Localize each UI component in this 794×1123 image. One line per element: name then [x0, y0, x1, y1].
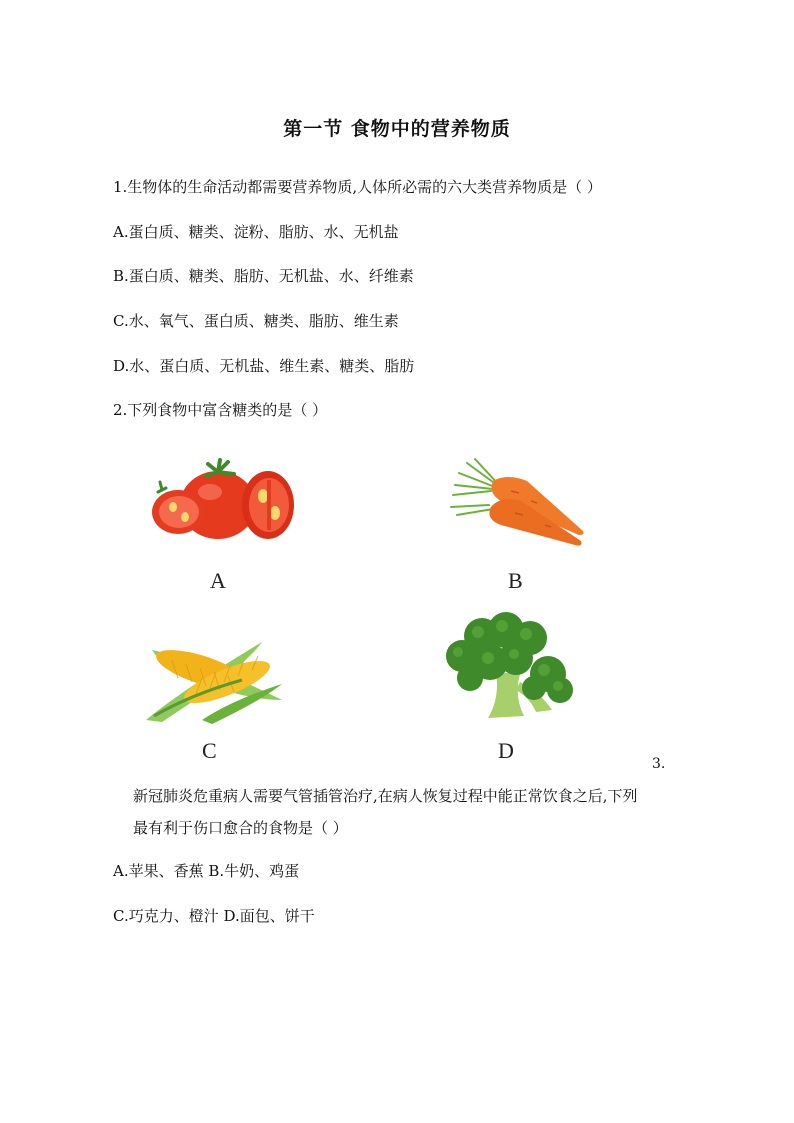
q1-option-d: D.水、蛋白质、无机盐、维生素、糖类、脂肪	[113, 357, 415, 375]
option-letter-a: A	[210, 568, 226, 593]
q3-options-line2: C.巧克力、橙汁 D.面包、饼干	[113, 907, 315, 925]
option-letter-b: B	[508, 568, 523, 593]
broccoli-icon	[440, 612, 580, 724]
q1-option-c: C.水、氧气、蛋白质、糖类、脂肪、维生素	[113, 312, 399, 330]
tomato-icon	[148, 450, 298, 545]
q1-option-b: B.蛋白质、糖类、脂肪、无机盐、水、纤维素	[113, 267, 414, 285]
carrot-icon	[445, 455, 590, 555]
broccoli-image	[440, 612, 580, 724]
option-letter-c: C	[202, 738, 217, 763]
corn-image	[142, 620, 287, 728]
carrot-image	[445, 455, 590, 555]
q3-stem-line2: 最有利于伤口愈合的食物是（ ）	[133, 819, 348, 837]
q3-stem-line1: 新冠肺炎危重病人需要气管插管治疗,在病人恢复过程中能正常饮食之后,下列	[133, 787, 638, 805]
q2-stem: 2.下列食物中富含糖类的是（ ）	[113, 401, 328, 419]
corn-icon	[142, 620, 287, 728]
q1-stem: 1.生物体的生命活动都需要营养物质,人体所必需的六大类营养物质是（ ）	[113, 178, 602, 196]
q1-option-a: A.蛋白质、糖类、淀粉、脂肪、水、无机盐	[113, 223, 399, 241]
tomato-image	[148, 450, 298, 545]
q3-options-line1: A.苹果、香蕉 B.牛奶、鸡蛋	[113, 862, 300, 880]
option-letter-d: D	[498, 738, 514, 763]
q3-number: 3.	[652, 756, 666, 772]
page-title: 第一节 食物中的营养物质	[283, 118, 511, 140]
